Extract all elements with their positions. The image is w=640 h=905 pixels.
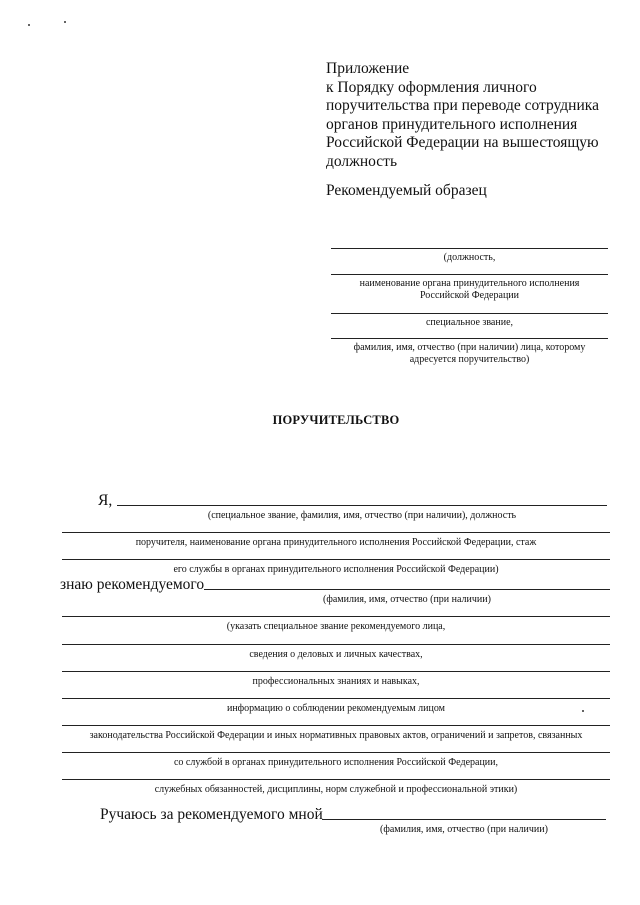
guarantor-line: [62, 532, 610, 533]
recommended-caption: (фамилия, имя, отчество (при наличии): [323, 594, 491, 605]
details-line: [62, 616, 610, 617]
vouch-caption: (фамилия, имя, отчество (при наличии): [380, 824, 548, 835]
guarantor-line: [117, 505, 607, 506]
guarantor-line: [62, 559, 610, 560]
vouch-line: [322, 819, 606, 820]
sample-label: Рекомендуемый образец: [326, 182, 487, 199]
addressee-name-line: [331, 338, 608, 339]
know-label: знаю рекомендуемого: [60, 576, 205, 593]
guarantor-caption: поручителя, наименование органа принудительного исполнения Российской Федерации, стаж: [135, 537, 537, 548]
details-line: [62, 725, 610, 726]
vouch-label: Ручаюсь за рекомендуемого мной: [100, 806, 323, 823]
addressee-position-caption: (должность,: [443, 252, 496, 263]
details-caption: сведения о деловых и личных качествах,: [249, 649, 423, 660]
appendix-header: [326, 60, 626, 171]
scan-speck: [28, 24, 30, 26]
details-line: [62, 779, 610, 780]
addressee-rank-line: [331, 313, 608, 314]
i-label: Я,: [98, 492, 113, 509]
details-line: [62, 644, 610, 645]
addressee-organ-line: [331, 274, 608, 275]
addressee-organ-caption: Российской Федерации: [419, 290, 519, 301]
details-caption: информацию о соблюдении рекомендуемым лицом: [226, 703, 446, 714]
document-title: ПОРУЧИТЕЛЬСТВО: [272, 413, 400, 427]
appendix-line: Российской Федерации на вышестоящую: [326, 134, 599, 151]
details-caption: (указать специальное звание рекомендуемого лица,: [226, 621, 446, 632]
addressee-rank-caption: специальное звание,: [425, 317, 514, 328]
details-line: [62, 752, 610, 753]
appendix-line: поручительства при переводе сотрудника: [326, 97, 599, 114]
addressee-organ-caption: наименование органа принудительного исполнения: [359, 278, 580, 289]
guarantor-caption: его службы в органах принудительного исполнения Российской Федерации): [173, 564, 499, 575]
recommended-line: [204, 589, 610, 590]
addressee-name-caption: фамилия, имя, отчество (при наличии) лица, которому: [353, 342, 586, 353]
addressee-position-line: [331, 248, 608, 249]
details-caption: служебных обязанностей, дисциплины, норм служебной и профессиональной этики): [154, 784, 518, 795]
scan-speck: [64, 21, 66, 23]
appendix-line: органов принудительного исполнения: [326, 115, 578, 133]
addressee-name-caption: адресуется поручительство): [409, 354, 530, 365]
details-caption: со службой в органах принудительного исполнения Российской Федерации,: [173, 757, 499, 768]
details-caption: профессиональных знаниях и навыках,: [252, 676, 420, 687]
details-caption: законодательства Российской Федерации и иных нормативных правовых актов, ограничений и запретов, связанных: [89, 730, 583, 741]
appendix-line: должность: [326, 152, 398, 170]
appendix-line: к Порядку оформления личного: [326, 78, 537, 96]
guarantor-caption: (специальное звание, фамилия, имя, отчество (при наличии), должность: [207, 510, 517, 521]
appendix-line: Приложение: [326, 60, 410, 77]
details-line: [62, 698, 610, 699]
details-line: [62, 671, 610, 672]
